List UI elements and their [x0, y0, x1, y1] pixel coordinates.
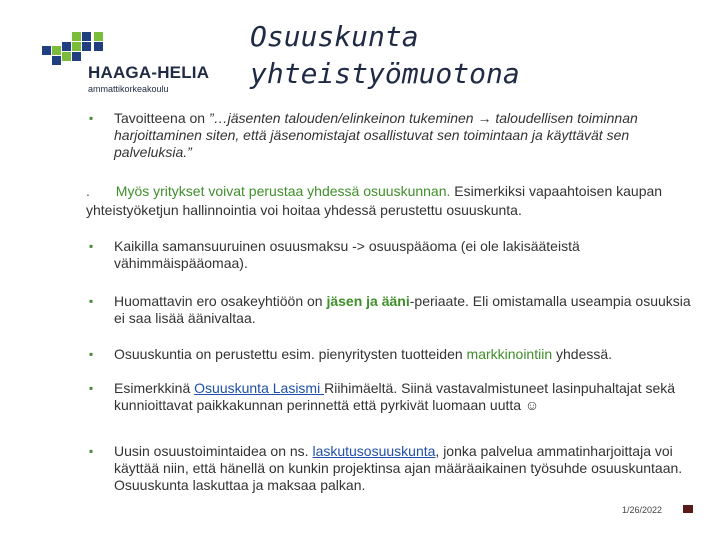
link-laskutusosuuskunta[interactable]: laskutusosuuskunta [312, 443, 436, 459]
logo-subtitle: ammattikorkeakoulu [88, 84, 169, 94]
bullet-difference [80, 293, 692, 327]
bullet-goal-prefix: Tavoitteena on [114, 110, 209, 126]
bullet-difference-pre: Huomattavin ero osakeyhtiöön on [114, 293, 327, 309]
bullet-marketing-green: markkinointiin [466, 346, 553, 362]
logo-square-grid-icon [42, 32, 112, 66]
paragraph-companies [86, 182, 696, 220]
bullet-mark: ▪ [89, 381, 94, 395]
haaga-helia-logo [36, 30, 210, 100]
bullet-marketing [80, 346, 692, 363]
title-line-1: Osuuskunta [250, 20, 419, 53]
bullet-lasismi-post: Riihimäeltä. Siinä vastavalmistuneet lasinpuhaltajat sekä kunnioittavat paikkakunnan perinnettä että pyrkivät luomaan uutta ☺ [114, 380, 676, 413]
paragraph-dot: . [86, 183, 90, 199]
bullet-invoicing-post: , jonka palvelua ammatinharjoittaja voi käyttää niin, että hänellä on kunkin projektinsa ajan määräaikainen työsuhde osuuskuntaan. Osuuskunta laskuttaa ja maksaa palkan. [114, 443, 683, 493]
bullet-lasismi-pre: Esimerkkinä [114, 380, 195, 396]
bullet-mark: ▪ [89, 239, 94, 253]
bullet-marketing-pre: Osuuskuntia on perustettu esim. pienyritysten tuotteiden [114, 346, 467, 362]
bullet-goal [80, 110, 692, 161]
bullet-invoicing [80, 443, 692, 494]
paragraph-rest-text: Esimerkiksi vapaahtoisen kaupan yhteistyöketjun hallinnointia voi hoitaa yhdessä perustettu osuuskunta. [86, 183, 663, 218]
bullet-mark: ▪ [89, 111, 94, 125]
bullet-lasismi [80, 380, 692, 414]
bullet-fee-text: Kaikilla samansuuruinen osuusmaksu -> osuuspääoma (ei ole lakisääteistä vähimmäispääomaa). [114, 238, 580, 271]
link-osuuskunta-lasismi[interactable]: Osuuskunta Lasismi [194, 380, 325, 396]
bullet-difference-bold: jäsen ja ääni [326, 293, 410, 309]
bullet-marketing-post: yhdessä. [552, 346, 613, 362]
bullet-fee [80, 238, 692, 272]
paragraph-green-text: Myös yritykset voivat perustaa yhdessä osuuskunnan. [115, 183, 451, 199]
footer-square-icon [683, 505, 693, 513]
bullet-difference-post: -periaate. Eli omistamalla useampia osuuksia ei saa lisää äänivaltaa. [114, 293, 691, 326]
slide-title [250, 18, 570, 92]
bullet-mark: ▪ [89, 294, 94, 308]
logo-name: HAAGA-HELIA [88, 63, 210, 82]
bullet-mark: ▪ [89, 347, 94, 361]
slide-date: 1/26/2022 [622, 505, 663, 515]
title-line-2: yhteistyömuotona [250, 57, 520, 90]
bullet-mark: ▪ [89, 444, 94, 458]
bullet-goal-quote: ”…jäsenten talouden/elinkeinon tukeminen → taloudellisen toiminnan harjoittaminen siten, että jäsenomistajat osallistuvat sen toimintaan ja käyttävät sen palveluksia.” [114, 110, 638, 160]
bullet-invoicing-pre: Uusin osuustoimintaidea on ns. [114, 443, 313, 459]
